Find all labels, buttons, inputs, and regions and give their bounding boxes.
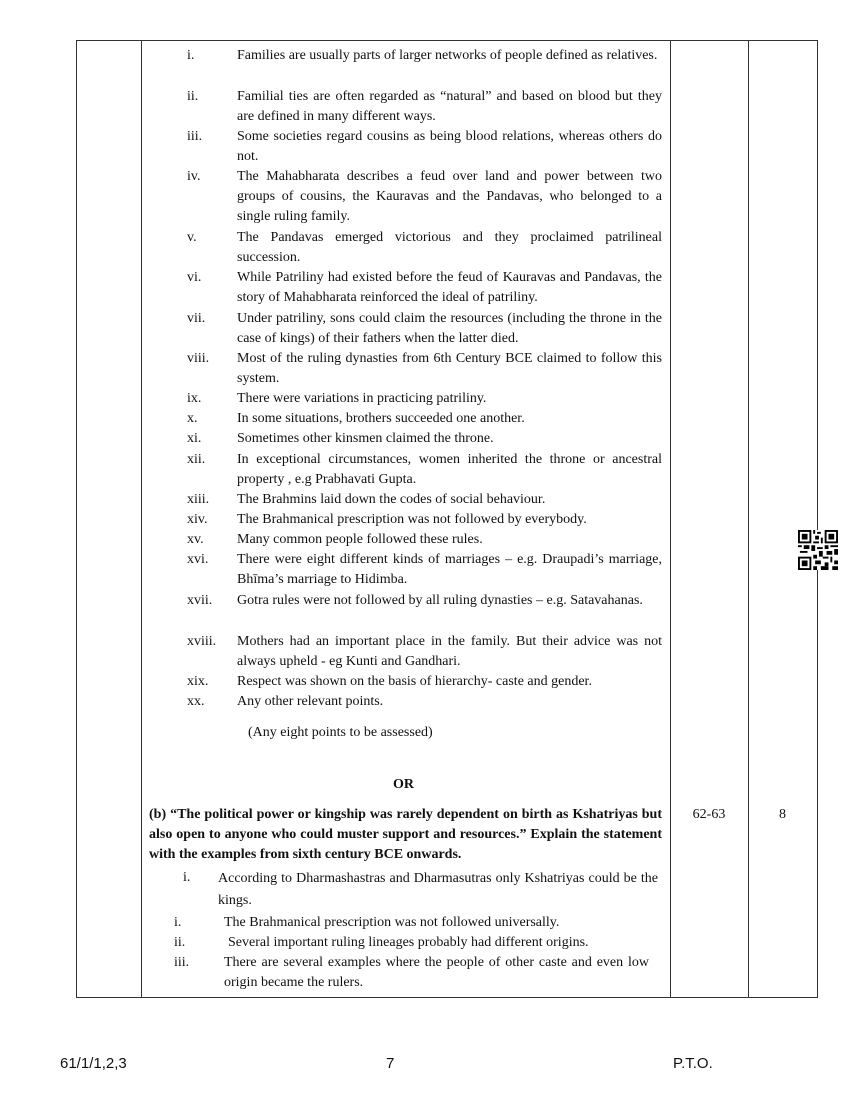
- item-text: Several important ruling lineages probably had different origins.: [228, 935, 589, 950]
- item-number: v.: [187, 230, 197, 245]
- column-divider: [670, 41, 671, 997]
- item-number: xix.: [187, 674, 209, 689]
- item-text: In exceptional circumstances, women inherited the throne or ancestral property , e.g Prabhavati Gupta.: [237, 452, 662, 487]
- item-text: Mothers had an important place in the family. But their advice was not always upheld - eg Kunti and Gandhari.: [237, 634, 662, 669]
- item-number: ii.: [174, 935, 186, 950]
- item-text: Any other relevant points.: [237, 694, 384, 709]
- item-number: xvii.: [187, 593, 213, 608]
- item-text: Under patriliny, sons could claim the resources (including the throne in the case of kings) of their fathers when the latter died.: [237, 311, 662, 346]
- item-text: Sometimes other kinsmen claimed the throne.: [237, 431, 494, 446]
- item-number: xiii.: [187, 492, 210, 507]
- item-text: While Patriliny had existed before the feud of Kauravas and Pandavas, the story of Mahabharata reinforced the ideal of patriliny.: [237, 270, 662, 305]
- item-number: xvi.: [187, 552, 209, 567]
- paper-code: 61/1/1,2,3: [60, 1055, 127, 1072]
- item-number: i.: [174, 915, 182, 930]
- item-number: i.: [183, 870, 191, 885]
- item-text: Respect was shown on the basis of hierarchy- caste and gender.: [237, 674, 592, 689]
- item-number: iii.: [174, 955, 190, 970]
- column-divider: [141, 41, 142, 997]
- qr-code-icon: [798, 530, 838, 570]
- item-number: xx.: [187, 694, 205, 709]
- item-number: vi.: [187, 270, 202, 285]
- item-number: xv.: [187, 532, 204, 547]
- item-number: x.: [187, 411, 198, 426]
- item-text: The Brahmins laid down the codes of social behaviour.: [237, 492, 546, 507]
- page-reference: 62-63: [692, 807, 726, 822]
- item-text: Some societies regard cousins as being blood relations, whereas others do not.: [237, 129, 662, 164]
- pto-label: P.T.O.: [673, 1055, 713, 1072]
- item-text: The Brahmanical prescription was not followed universally.: [224, 915, 560, 930]
- item-text: There were variations in practicing patriliny.: [237, 391, 487, 406]
- item-number: iii.: [187, 129, 203, 144]
- item-number: ii.: [187, 89, 199, 104]
- item-text: Familial ties are often regarded as “natural” and based on blood but they are defined in many different ways.: [237, 89, 662, 124]
- item-text: Most of the ruling dynasties from 6th Century BCE claimed to follow this system.: [237, 351, 662, 386]
- item-number: vii.: [187, 311, 206, 326]
- item-number: xviii.: [187, 634, 217, 649]
- assessment-note: (Any eight points to be assessed): [248, 725, 433, 740]
- item-text: Many common people followed these rules.: [237, 532, 483, 547]
- item-text: The Pandavas emerged victorious and they proclaimed patrilineal succession.: [237, 230, 662, 265]
- question-b: (b) “The political power or kingship was rarely dependent on birth as Kshatriyas but also open to anyone who could muster support and resources.” Explain the statement with the examples from sixth century BCE onwards.: [149, 807, 662, 862]
- marks-value: 8: [779, 807, 786, 822]
- item-text: Gotra rules were not followed by all ruling dynasties – e.g. Satavahanas.: [237, 593, 643, 608]
- item-text: In some situations, brothers succeeded one another.: [237, 411, 525, 426]
- item-number: ix.: [187, 391, 202, 406]
- item-text: The Mahabharata describes a feud over land and power between two groups of cousins, the Kauravas and the Pandavas, who belonged to a single ruling family.: [237, 169, 662, 224]
- item-text: The Brahmanical prescription was not followed by everybody.: [237, 512, 587, 527]
- column-divider: [748, 41, 749, 997]
- item-number: xii.: [187, 452, 206, 467]
- or-label: OR: [393, 777, 414, 792]
- item-number: iv.: [187, 169, 201, 184]
- page-number: 7: [386, 1055, 395, 1072]
- item-number: viii.: [187, 351, 210, 366]
- item-number: xiv.: [187, 512, 208, 527]
- item-text: Families are usually parts of larger networks of people defined as relatives.: [237, 48, 658, 63]
- item-text: There were eight different kinds of marriages – e.g. Draupadi’s marriage, Bhīma’s marriage to Hidimba.: [237, 552, 662, 587]
- item-number: xi.: [187, 431, 202, 446]
- item-text: There are several examples where the people of other caste and even low origin became the rulers.: [224, 955, 649, 990]
- item-number: i.: [187, 48, 195, 63]
- item-text: According to Dharmashastras and Dharmasutras only Kshatriyas could be the kings.: [218, 871, 658, 908]
